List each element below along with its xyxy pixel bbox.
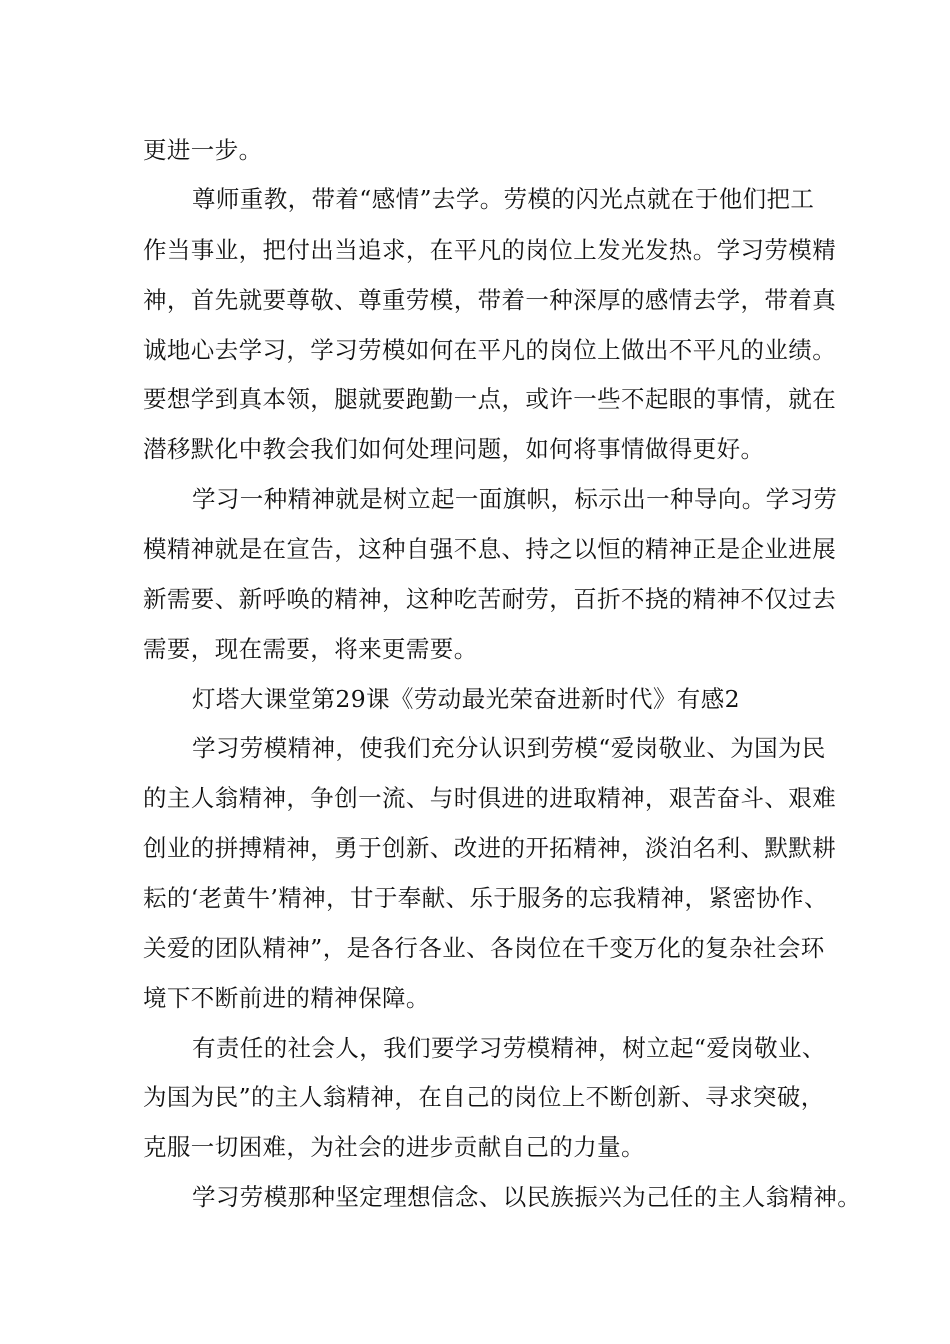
text-line: 为国为民”的主人翁精神，在自己的岗位上不断创新、寻求突破， — [143, 1083, 825, 1111]
text-line: 新需要、新呼唤的精神，这种吃苦耐劳，百折不挠的精神不仅过去 — [143, 585, 837, 613]
text-line: 学习一种精神就是树立起一面旗帜，标示出一种导向。学习劳 — [192, 485, 838, 513]
text-line: 的主人翁精神，争创一流、与时俱进的进取精神，艰苦奋斗、艰难 — [143, 784, 837, 812]
text-line: 要想学到真本领，腿就要跑勤一点，或许一些不起眼的事情，就在 — [143, 385, 837, 413]
text-line: 克服一切困难，为社会的进步贡献自己的力量。 — [143, 1133, 645, 1161]
text-line: 神，首先就要尊敬、尊重劳模，带着一种深厚的感情去学，带着真 — [143, 286, 837, 314]
text-line: 更进一步。 — [143, 136, 263, 164]
section-heading: 灯塔大课堂第29课《劳动最光荣奋进新时代》有感2 — [192, 685, 740, 713]
text-line: 诚地心去学习，学习劳模如何在平凡的岗位上做出不平凡的业绩。 — [143, 336, 837, 364]
text-line: 境下不断前进的精神保障。 — [143, 984, 430, 1012]
text-line: 潜移默化中教会我们如何处理问题，如何将事情做得更好。 — [143, 435, 765, 463]
text-line: 作当事业，把付出当追求，在平凡的岗位上发光发热。学习劳模精 — [143, 236, 837, 264]
text-line: 学习劳模那种坚定理想信念、以民族振兴为己任的主人翁精神。 — [192, 1183, 862, 1211]
text-line: 模精神就是在宣告，这种自强不息、持之以恒的精神正是企业进展 — [143, 535, 837, 563]
text-line: 有责任的社会人，我们要学习劳模精神，树立起“爱岗敬业、 — [192, 1034, 826, 1062]
text-line: 需要，现在需要，将来更需要。 — [143, 635, 478, 663]
text-line: 尊师重教，带着“感情”去学。劳模的闪光点就在于他们把工 — [192, 185, 815, 213]
text-line: 耘的‘老黄牛’精神，甘于奉献、乐于服务的忘我精神，紧密协作、 — [143, 884, 828, 912]
text-line: 关爱的团队精神”，是各行各业、各岗位在千变万化的复杂社会环 — [143, 934, 825, 962]
text-line: 学习劳模精神，使我们充分认识到劳模“爱岗敬业、为国为民 — [192, 734, 826, 762]
text-line: 创业的拼搏精神，勇于创新、改进的开拓精神，淡泊名利、默默耕 — [143, 834, 837, 862]
